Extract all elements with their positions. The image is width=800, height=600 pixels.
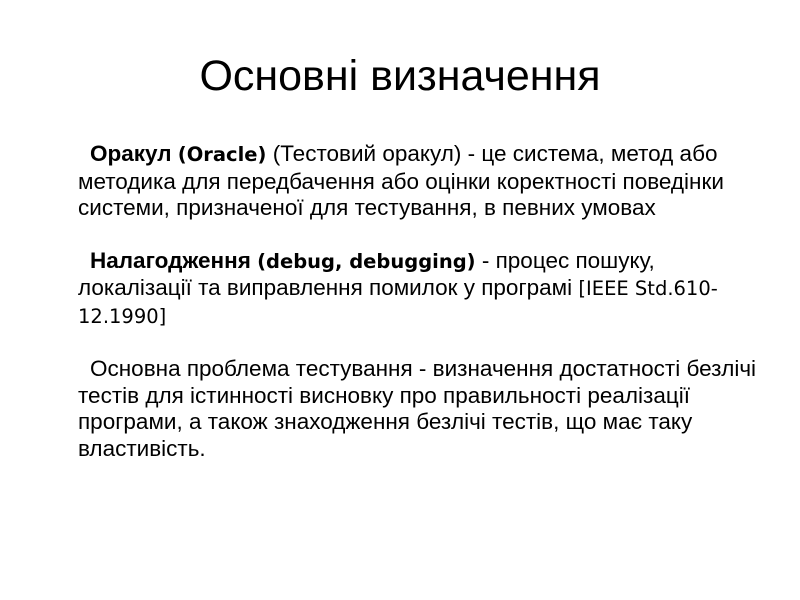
term-debugging-english: (debug, debugging) (257, 249, 476, 273)
definition-oracle-text: (Тестовий оракул) - це система, метод або методика для передбачення або оцінки коректності поведінки системи, призначеної для тестування, в певних умовах (78, 141, 724, 220)
slide-body (78, 141, 768, 488)
definition-debugging-text: - процес пошуку, локалізації та виправлення помилок у програмі (78, 247, 655, 300)
standard-reference: [IEEE Std.610-12.1990] (78, 277, 718, 328)
term-oracle-english: (Oracle) (177, 143, 267, 166)
main-problem-paragraph: Основна проблема тестування - визначення достатності безлічі тестів для істинності висновку про правильності реалізації програми, а також знаходження безлічі тестів, що має таку властивість. (78, 356, 757, 461)
term-oracle: Оракул (90, 141, 172, 166)
definition-debugging (78, 248, 768, 331)
term-debugging: Налагодження (90, 247, 251, 273)
definition-oracle (78, 141, 768, 222)
slide-title: Основні визначення (199, 52, 601, 100)
